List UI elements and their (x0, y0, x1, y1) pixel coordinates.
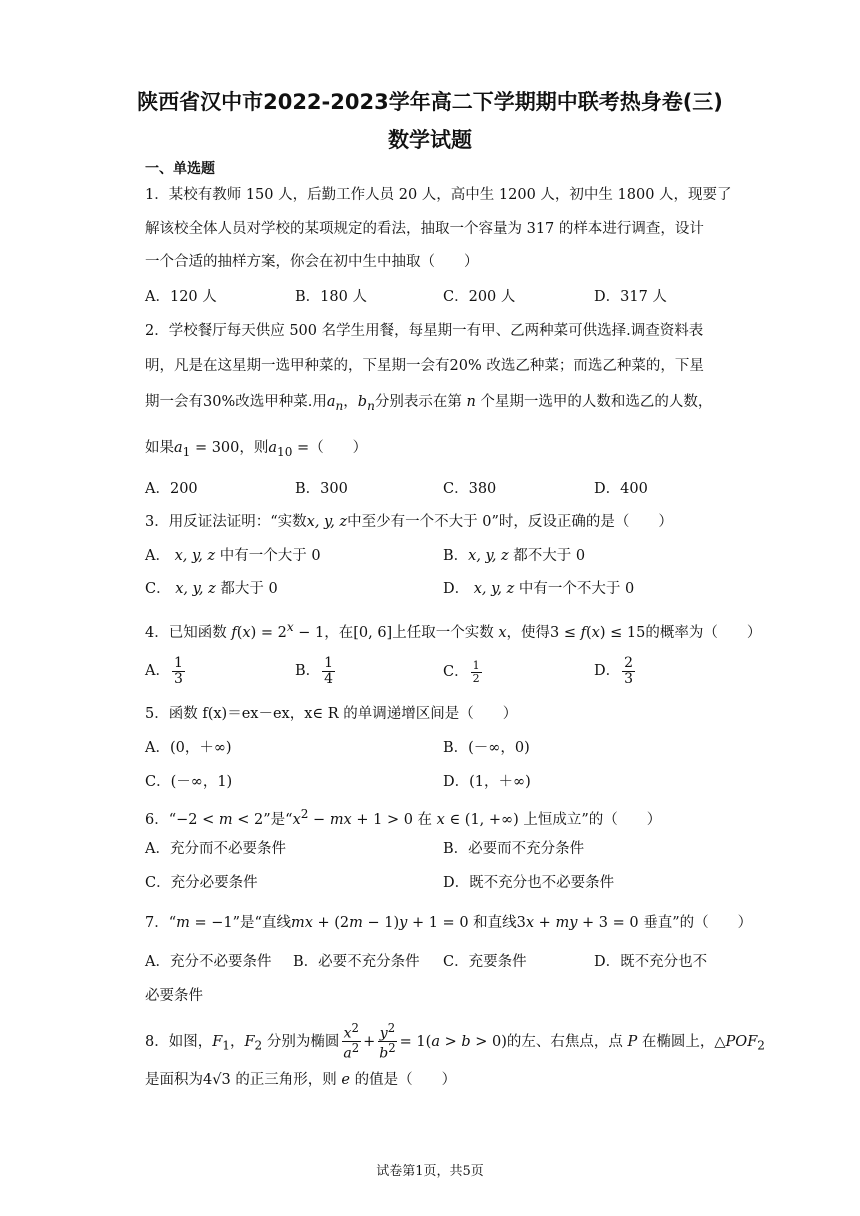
q4-option-d: D． $\frac{2}{3}$ (594, 655, 634, 687)
q2-option-a: A．200 (145, 481, 198, 497)
q1-option-a: A．120 人 (145, 289, 217, 305)
q7-option-b: B．必要不充分条件 (293, 954, 420, 970)
q4-stem: 4．已知函数 $f(x) = 2^x - 1$，在[0, 6]上任取一个实数 x，使得3 ≤ f(x) ≤ 15的概率为（ ） (145, 620, 762, 641)
q5-option-d: D．(1，＋∞) (443, 774, 531, 790)
q1-option-d: D．317 人 (594, 289, 667, 305)
q1-stem-line3: 一个合适的抽样方案，你会在初中生中抽取（ ） (145, 254, 479, 270)
q6-stem: 6．“−2 < m < 2”是“$x^2$ − mx + 1 > 0 在 x ∈ (1, +∞) 上恒成立”的（ ） (145, 807, 662, 828)
q2-option-c: C．380 (443, 481, 497, 497)
q1-stem-line2: 解该校全体人员对学校的某项规定的看法，抽取一个容量为 317 的样本进行调查，设计 (145, 221, 704, 237)
q2-stem-line2: 明，凡是在这星期一选甲种菜的，下星期一会有20% 改选乙种菜；而选乙种菜的，下星 (145, 358, 704, 374)
q3-option-d: D． x, y, z 中有一个不大于 0 (443, 581, 635, 597)
q4-option-a: A． $\frac{1}{3}$ (145, 655, 183, 687)
q8-stem-line2: 是面积为4√3 的正三角形，则 e 的值是（ ） (145, 1072, 457, 1088)
q4-option-c: C． $\frac{1}{2}$ (443, 659, 480, 685)
q2-option-b: B．300 (295, 481, 348, 497)
page-footer: 试卷第1页，共5页 (376, 1164, 484, 1179)
q2-stem-line1: 2．学校餐厅每天供应 500 名学生用餐，每星期一有甲、乙两种菜可供选择.调查资料表 (145, 323, 704, 339)
q6-option-b: B．必要而不充分条件 (443, 841, 585, 857)
q7-option-a: A．充分不必要条件 (145, 954, 272, 970)
q1-option-b: B．180 人 (295, 289, 367, 305)
q7-stem: 7．“m = −1”是“直线mx + (2m − 1)y + 1 = 0 和直线3x + my + 3 = 0 垂直”的（ ） (145, 915, 753, 931)
q1-option-c: C．200 人 (443, 289, 516, 305)
q7-option-c: C．充要条件 (443, 954, 527, 970)
q6-option-c: C．充分必要条件 (145, 875, 258, 891)
q2-stem-line4: 如果$a_1 = 300$，则$a_{10}$ =（ ） (145, 440, 368, 459)
q5-option-b: B．(－∞，0) (443, 740, 530, 756)
q3-option-b: B．x, y, z 都不大于 0 (443, 548, 586, 564)
q3-stem: 3．用反证法证明：“实数x, y, z中至少有一个不大于 0”时，反设正确的是（ ） (145, 514, 673, 530)
q4-option-b: B． $\frac{1}{4}$ (295, 655, 334, 687)
exam-subtitle: 数学试题 (388, 128, 472, 152)
q6-option-a: A．充分而不必要条件 (145, 841, 286, 857)
q7-option-d-continued: 必要条件 (145, 988, 203, 1004)
q5-stem: 5．函数 f(x)＝ex－ex，x∈ R 的单调递增区间是（ ） (145, 706, 518, 722)
q5-option-c: C．(－∞，1) (145, 774, 233, 790)
q1-stem-line1: 1．某校有教师 150 人，后勤工作人员 20 人，高中生 1200 人，初中生 1800 人，现要了 (145, 187, 732, 203)
q2-option-d: D．400 (594, 481, 648, 497)
exam-title: 陕西省汉中市2022-2023学年高二下学期期中联考热身卷(三) (137, 90, 723, 114)
section-heading: 一、单选题 (145, 161, 215, 177)
q2-stem-line3: 期一会有30%改选甲种菜.用$a_n$，$b_n$分别表示在第 n 个星期一选甲的人数和选乙的人数， (145, 394, 713, 413)
q7-option-d: D．既不充分也不 (594, 954, 708, 970)
q3-option-a: A． x, y, z 中有一个大于 0 (145, 548, 321, 564)
q8-stem-line1: 8．如图，$F_1$，$F_2$ 分别为椭圆 $\frac{x^2}{a^2}$ + $\frac{y^2}{b^2}$ = 1(a > b > 0)的左、右焦点，点 P 在椭圆上，$\triangle POF_2$ (145, 1021, 765, 1062)
q3-option-c: C． x, y, z 都大于 0 (145, 581, 278, 597)
q5-option-a: A．(0，＋∞) (145, 740, 232, 756)
q6-option-d: D．既不充分也不必要条件 (443, 875, 615, 891)
